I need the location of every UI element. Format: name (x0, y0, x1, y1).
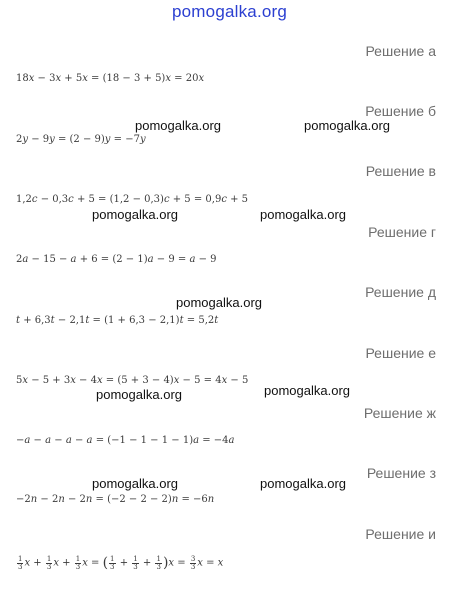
formula-b: 2y − 9y = (2 − 9)y = −7y (16, 134, 146, 145)
fraction: $\frac{1}{3}$ (18, 554, 23, 571)
heading-solution-z: Решение з (366, 465, 436, 481)
watermark: pomogalka.org (135, 118, 221, 133)
fraction: $\frac{1}{3}$ (110, 554, 115, 571)
formula-z: −2n − 2n − 2n = (−2 − 2 − 2)n = −6n (16, 494, 215, 505)
watermark: pomogalka.org (260, 476, 346, 491)
fraction: $\frac{1}{3}$ (46, 554, 52, 571)
watermark: pomogalka.org (264, 383, 350, 398)
heading-solution-e: Решение е (365, 345, 436, 361)
heading-solution-d: Решение д (365, 284, 436, 300)
watermark: pomogalka.org (96, 387, 182, 402)
formula-g: 2a − 15 − a + 6 = (2 − 1)a − 9 = a − 9 (16, 254, 217, 265)
watermark: pomogalka.org (92, 207, 178, 222)
heading-solution-b: Решение б (365, 103, 436, 119)
site-logo[interactable]: pomogalka.org (172, 2, 288, 21)
formula-i: $\frac{1}{3}$ x + $\frac{1}{3}$ x + $\frac{1}{3}$ x = ( $\frac{1}{3}$ + $\frac{1}{3}$ + $\frac{1}{3}$ )x = $\frac{3}{3}$ x = x (18, 554, 224, 571)
formula-a: 18x − 3x + 5x = (18 − 3 + 5)x = 20x (16, 73, 205, 84)
formula-e: 5x − 5 + 3x − 4x = (5 + 3 − 4)x − 5 = 4x − 5 (16, 375, 249, 386)
heading-solution-v: Решение в (365, 163, 436, 179)
watermark: pomogalka.org (92, 476, 178, 491)
formula-d: t + 6,3t − 2,1t = (1 + 6,3 − 2,1)t = 5,2t (16, 315, 219, 326)
heading-solution-i: Решение и (365, 526, 436, 542)
formula-zh: −a − a − a − a = (−1 − 1 − 1 − 1)a = −4a (16, 435, 235, 446)
formula-v: 1,2c − 0,3c + 5 = (1,2 − 0,3)c + 5 = 0,9c + 5 (16, 194, 249, 205)
fraction: $\frac{3}{3}$ (190, 554, 196, 571)
heading-solution-a: Решение а (365, 43, 436, 59)
watermark: pomogalka.org (260, 207, 346, 222)
heading-solution-zh: Решение ж (363, 405, 436, 421)
watermark: pomogalka.org (304, 118, 390, 133)
heading-solution-g: Решение г (368, 224, 436, 240)
fraction: $\frac{1}{3}$ (156, 554, 161, 571)
watermark: pomogalka.org (176, 295, 262, 310)
fraction: $\frac{1}{3}$ (133, 554, 138, 571)
fraction: $\frac{1}{3}$ (75, 554, 81, 571)
